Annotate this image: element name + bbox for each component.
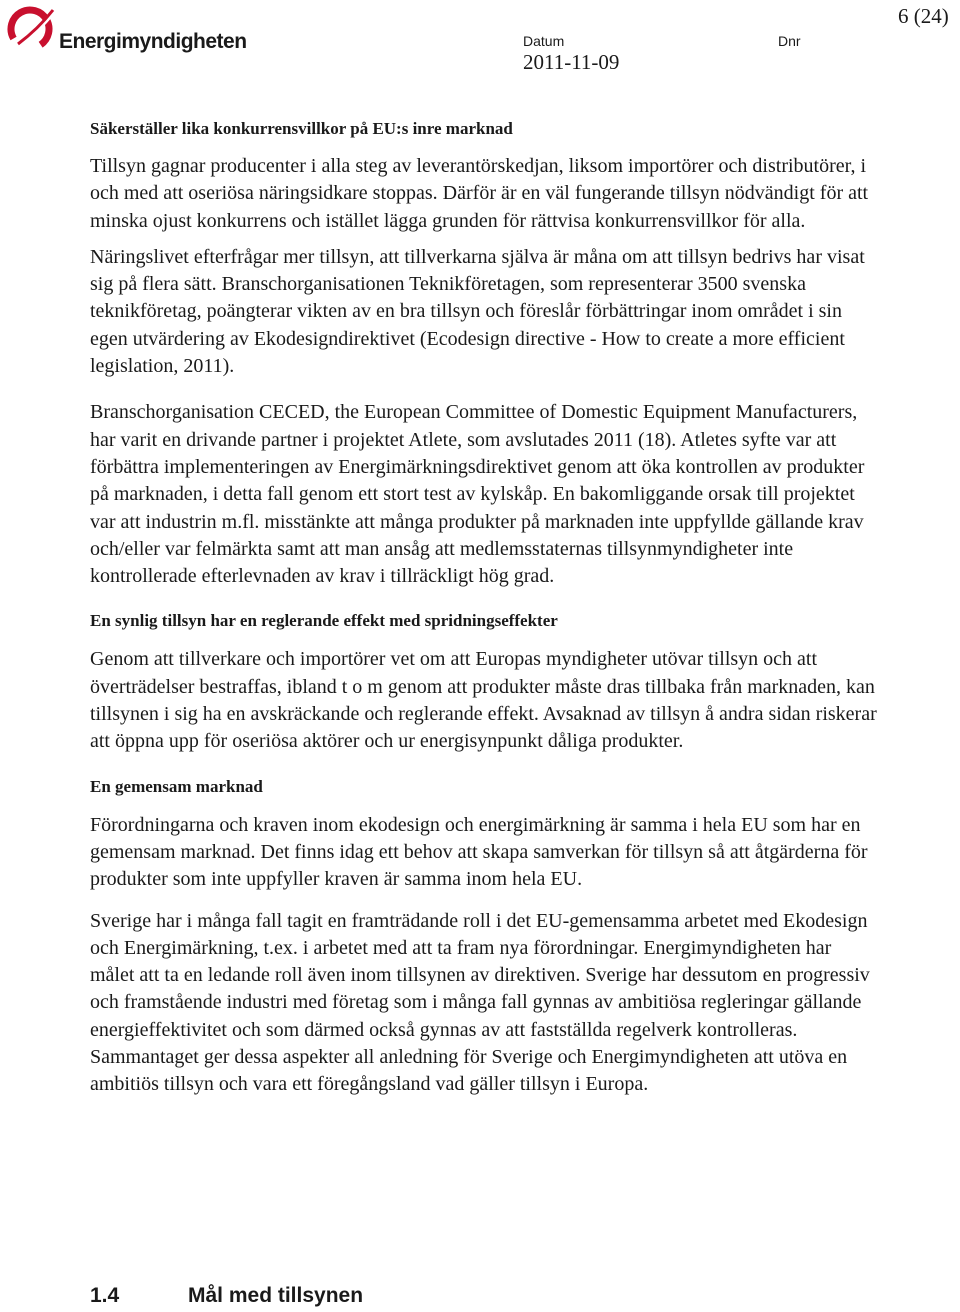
paragraph-tillsyn-gagnar: Tillsyn gagnar producenter i alla steg av leverantörskedjan, liksom importörer och distributörer, i och med att oseriösa näringsidkare stoppas. Därför är en väl fungerande tillsyn nödvändigt för att minska ojust konkurrens och istället lägga grunden för rättvisa konkurrensvillkor för alla. bbox=[90, 155, 869, 232]
dnr-label: Dnr bbox=[778, 33, 801, 49]
heading-synlig-tillsyn: En synlig tillsyn har en reglerande effekt med spridningseffekter bbox=[90, 611, 558, 631]
agency-logo bbox=[6, 4, 246, 54]
paragraph-naringslivet: Näringslivet efterfrågar mer tillsyn, att tillverkarna själva är måna om att tillsyn bedrivs har visat sig på flera sätt. Branschorganisationen Teknikföretagen, som representerar 3500 svenska teknikföretag, poängterar vikten av en bra tillsyn och föreslår förbättringar inom området i sin egen utvärdering av Ekodesigndirektivet (Ecodesign directive - How to create a more efficient legislation, 2011). bbox=[90, 245, 865, 378]
section-number: 1.4 bbox=[90, 1284, 120, 1307]
datum-label: Datum bbox=[523, 33, 565, 49]
paragraph-genom-att: Genom att tillverkare och importörer vet om att Europas myndigheter utövar tillsyn och att överträdelser bestraffas, ibland t o m genom att produkter måste dras tillbaka från marknaden, kan tillsynen i sig ha en avskräckande och reglerande effekt. Avsaknad av tillsyn å andra sidan riskerar att öppna upp för oseriösa aktörer och ur energisynpunkt dåliga produkter. bbox=[90, 648, 877, 753]
page-number: 6 (24) bbox=[898, 4, 949, 28]
swoosh-logo-icon bbox=[6, 4, 58, 54]
datum-value: 2011-11-09 bbox=[523, 50, 620, 74]
paragraph-forordningarna: Förordningarna och kraven inom ekodesign och energimärkning är samma i hela EU som har en gemensam marknad. Det finns idag ett behov att skapa samverkan för tillsyn så att åtgärderna för produkter som inte uppfyller kraven är samma inom hela EU. bbox=[90, 813, 868, 891]
paragraph-sverige: Sverige har i många fall tagit en framträdande roll i det EU-gemensamma arbetet med Ekodesign och Energimärkning, t.ex. i arbetet med att ta fram nya förordningar. Energimyndigheten har målet att ta en ledande roll även inom tillsynen av direktiven. Sverige har dessutom en progressiv och framstående industri med företag som i många fall gynnas av ambitiösa regleringar gällande energieffektivitet och som därmed också gynnas av att fastställda regelverk kontrolleras. Sammantaget ger dessa aspekter all anledning för Sverige och Energimyndigheten att utöva en ambitiös tillsyn och vara ett föregångsland vad gäller tillsyn i Europa. bbox=[90, 909, 870, 1096]
logo-text: Energimyndigheten bbox=[59, 30, 247, 53]
heading-inre-marknad: Säkerställer lika konkurrensvillkor på EU:s inre marknad bbox=[90, 119, 513, 138]
section-heading bbox=[90, 1284, 363, 1308]
heading-gemensam-marknad: En gemensam marknad bbox=[90, 776, 263, 796]
document-body bbox=[90, 118, 880, 1099]
section-title: Mål med tillsynen bbox=[188, 1284, 364, 1307]
paragraph-ceced: Branschorganisation CECED, the European Committee of Domestic Equipment Manufacturers, har varit en drivande partner i projektet Atlete, som avslutades 2011 (18). Atletes syfte var att förbättra implementeringen av Energimärkningsdirektivet genom att öka kontrollen av produkter på marknaden, i detta fall genom ett stort test av kylskåp. En bakomliggande orsak till projektet var att industrin m.fl. misstänkte att många produkter på marknaden inte uppfyllde gällande krav och/eller var felmärkta samt att man ansåg att medlemsstaternas tillsynmyndigheter inte kontrollerade efterlevnaden av krav i tillräckligt hög grad. bbox=[90, 401, 865, 588]
